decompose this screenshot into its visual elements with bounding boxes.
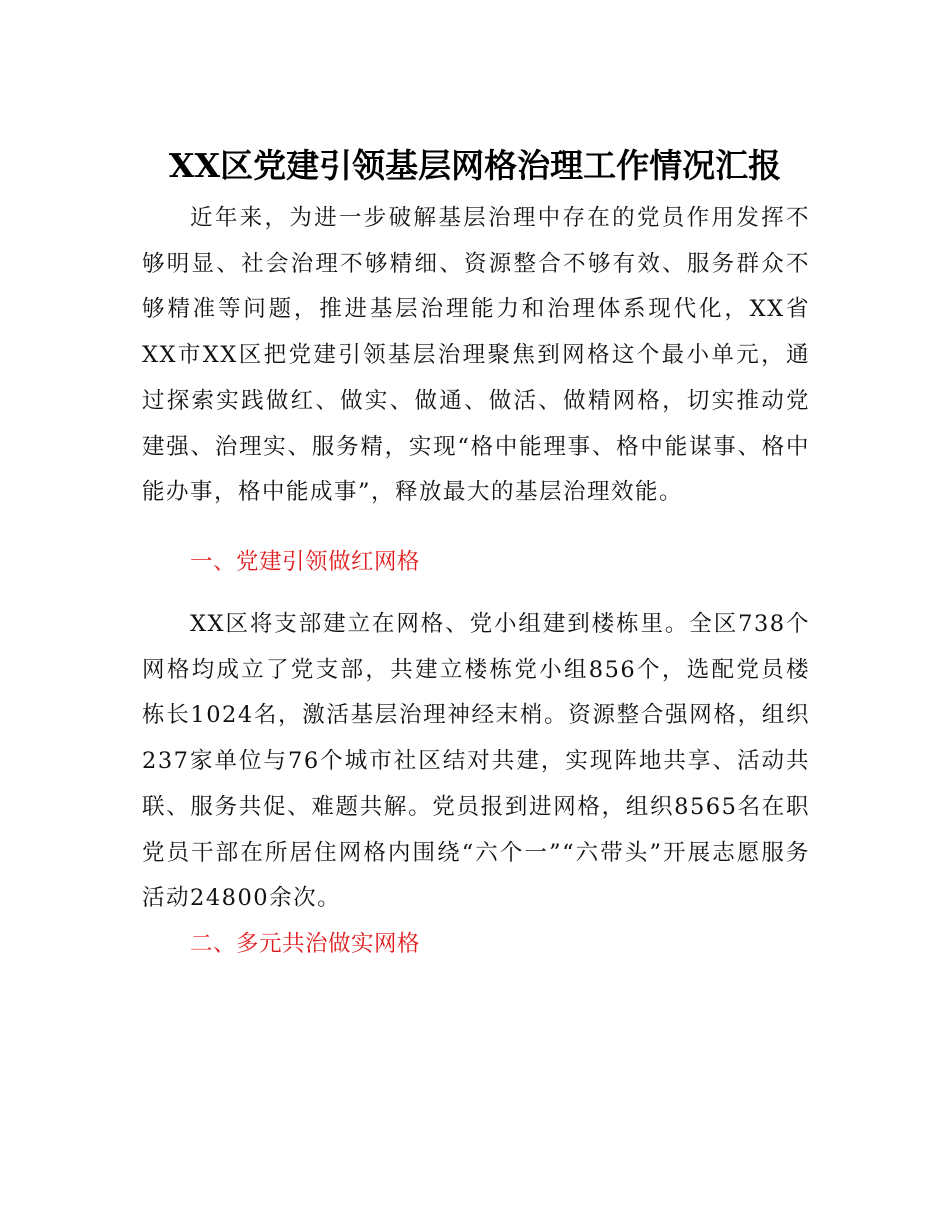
section-heading-1: 一、党建引领做红网格 xyxy=(190,549,421,575)
intro-paragraph: 近年来，为进一步破解基层治理中存在的党员作用发挥不够明显、社会治理不够精细、资源整合不够有效、服务群众不够精准等问题，推进基层治理能力和治理体系现代化，XX省XX市XX区把党建引领基层治理聚焦到网格这个最小单元，通过探索实践做红、做实、做通、做活、做精网格，切实推动党建强、治理实、服务精，实现“格中能理事、格中能谋事、格中能办事，格中能成事”，释放最大的基层治理效能。 xyxy=(142,205,810,506)
section-paragraph-1: XX区将支部建立在网格、党小组建到楼栋里。全区738个网格均成立了党支部，共建立楼栋党小组856个，选配党员楼栋长1024名，激活基层治理神经末梢。资源整合强网格，组织237家单位与76个城市社区结对共建，实现阵地共享、活动共联、服务共促、难题共解。党员报到进网格，组织8565名在职党员干部在所居住网格内围绕“六个一”“六带头”开展志愿服务活动24800余次。 xyxy=(142,611,810,912)
section-heading-2: 二、多元共治做实网格 xyxy=(190,931,421,957)
document-title: XX区党建引领基层网格治理工作情况汇报 xyxy=(168,146,782,185)
